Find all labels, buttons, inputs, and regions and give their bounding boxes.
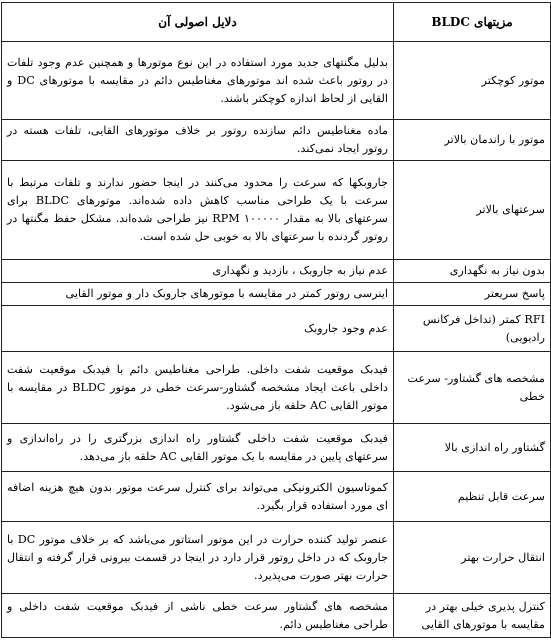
reason-cell: مشخصه های گشتاور سرعت خطی ناشی از فیدبک موقعیت شفت داخلی و طراحی مغناطیس دائم. <box>2 594 394 638</box>
reason-cell: فیدبک موقعیت شفت داخلی. طراحی مغناطیس دائم با فیدبک موقعیت شفت داخلی باعث ایجاد مشخصه گشتاور-سرعت خطی در موتور BLDC در مقایسه با موتور القایی AC حلقه باز می‌شود. <box>2 352 394 424</box>
reason-cell: اینرسی روتور کمتر در مقایسه با موتورهای جاروبک دار و موتور القایی <box>2 283 394 306</box>
reason-cell: فیدبک موقعیت شفت داخلی گشتاور راه اندازی بزرگتری را در راه‌اندازی و سرعتهای پایین در مقایسه با یک موتور القایی AC حلقه باز می‌دهد. <box>2 424 394 472</box>
feature-cell: سرعت قابل تنظیم <box>394 472 551 522</box>
header-reason: دلایل اصولی آن <box>2 3 394 42</box>
feature-cell: موتور با راندمان بالاتر <box>394 120 551 161</box>
feature-cell: کنترل پذیری خیلی بهتر در مقایسه با موتورهای القایی <box>394 594 551 638</box>
reason-cell: ماده مغناطیس دائم سازنده روتور بر خلاف موتورهای القایی، تلفات هسته در روتور ایجاد نمی‌کند. <box>2 120 394 161</box>
feature-cell: موتور کوچکتر <box>394 42 551 120</box>
table-row <box>2 352 551 424</box>
table-row <box>2 306 551 352</box>
feature-cell: مشخصه های گشتاور- سرعت خطی <box>394 352 551 424</box>
table-row <box>2 424 551 472</box>
reason-cell: عدم نیاز به جاروبک ، بازدید و نگهداری <box>2 260 394 283</box>
feature-cell: بدون نیاز به نگهداری <box>394 260 551 283</box>
bldc-advantages-table <box>1 2 551 638</box>
reason-cell: عنصر تولید کننده حرارت در این موتور استاتور می‌باشد که بر خلاف موتور DC با جاروبک که در داخل روتور قرار دارد در اینجا در قسمت بیرونی قرار گرفته و انتقال حرارت بهتر صورت می‌پذیرد. <box>2 522 394 594</box>
feature-cell: انتقال حرارت بهتر <box>394 522 551 594</box>
table-row <box>2 161 551 260</box>
feature-cell: گشتاور راه اندازی بالا <box>394 424 551 472</box>
table-row <box>2 120 551 161</box>
table-header-row <box>2 3 551 42</box>
table-row <box>2 594 551 638</box>
reason-cell: کموتاسیون الکترونیکی می‌تواند برای کنترل سرعت موتور بدون هیچ هزینه اضافه ای مورد استفاده قرار بگیرد. <box>2 472 394 522</box>
table-row <box>2 522 551 594</box>
feature-cell: RFI کمتر (تداخل فرکانس رادیویی) <box>394 306 551 352</box>
table-row <box>2 472 551 522</box>
reason-cell: عدم وجود جاروبک <box>2 306 394 352</box>
table-row <box>2 42 551 120</box>
reason-cell: بدلیل مگنتهای جدید مورد استفاده در این نوع موتورها و همچنین عدم وجود تلفات در روتور باعث شده اند موتورهای مغناطیس دائم در مقایسه با موتورهای DC و القایی از لحاظ اندازه کوچکتر باشند. <box>2 42 394 120</box>
table-row <box>2 283 551 306</box>
reason-cell: جاروبکها که سرعت را محدود می‌کنند در اینجا حضور ندارند و تلفات مرتبط با سرعت با یک طراحی مناسب کاهش داده شده‌اند. موتورهای BLDC برای سرعتهای بالا به مقدار ۱۰۰۰۰۰ RPM نیز طراحی شده‌اند. مشکل حفظ مگنتها در روتور گردنده با سرعتهای بالا به خوبی حل شده است. <box>2 161 394 260</box>
table-row <box>2 260 551 283</box>
feature-cell: سرعتهای بالاتر <box>394 161 551 260</box>
header-feature: مزیتهای BLDC <box>394 3 551 42</box>
feature-cell: پاسخ سریعتر <box>394 283 551 306</box>
